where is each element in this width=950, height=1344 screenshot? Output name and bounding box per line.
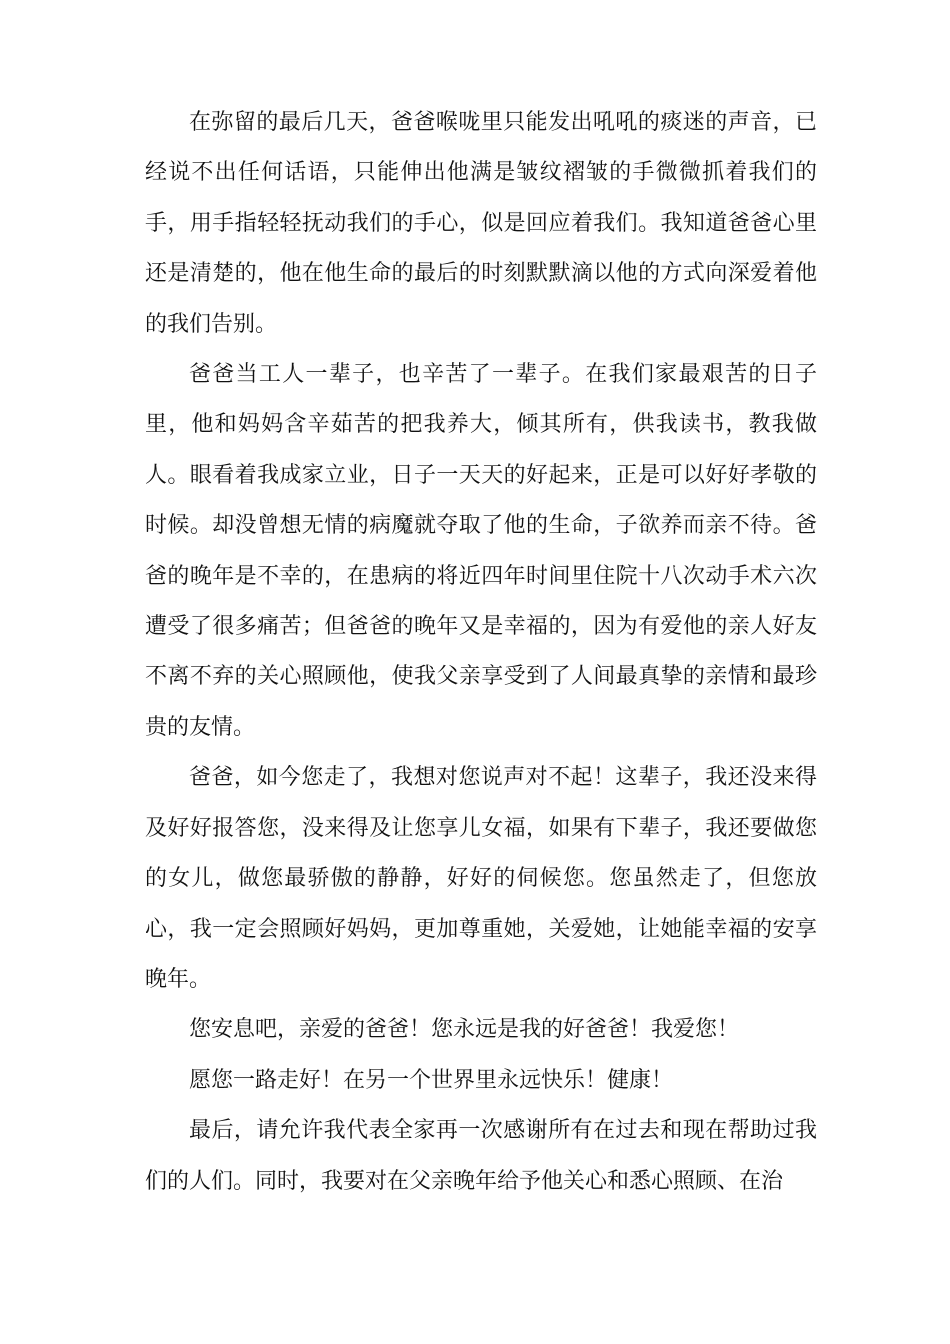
document-page — [145, 98, 817, 1207]
paragraph-rest-in-peace: 您安息吧，亲爱的爸爸！您永远是我的好爸爸！我爱您！ — [189, 1017, 740, 1043]
paragraph-father-life: 爸爸当工人一辈子，也辛苦了一辈子。在我们家最艰苦的日子里，他和妈妈含辛茹苦的把我养大，倾其所有，供我读书，教我做人。眼看着我成家立业，日子一天天的好起来，正是可以好好孝敬的时候。却没曾想无情的病魔就夺取了他的生命，子欲养而亲不待。爸爸的晚年是不幸的，在患病的将近四年时间里住院十八次动手术六次遭受了很多痛苦；但爸爸的晚年又是幸福的，因为有爱他的亲人好友不离不弃的关心照顾他，使我父亲享受到了人间最真挚的亲情和最珍贵的友情。 — [145, 362, 817, 740]
paragraph-farewell-wish: 愿您一路走好！在另一个世界里永远快乐！健康！ — [189, 1067, 674, 1093]
paragraph-final-days: 在弥留的最后几天，爸爸喉咙里只能发出吼吼的痰迷的声音，已经说不出任何话语，只能伸出他满是皱纹褶皱的手微微抓着我们的手，用手指轻轻抚动我们的手心，似是回应着我们。我知道爸爸心里还是清楚的，他在他生命的最后的时刻默默滴以他的方式向深爱着他的我们告别。 — [145, 110, 817, 337]
paragraph-thanks: 最后，请允许我代表全家再一次感谢所有在过去和现在帮助过我们的人们。同时，我要对在父亲晚年给予他关心和悉心照顾、在治 — [145, 1118, 817, 1194]
paragraph-apology: 爸爸，如今您走了，我想对您说声对不起！这辈子，我还没来得及好好报答您，没来得及让您享儿女福，如果有下辈子，我还要做您的女儿，做您最骄傲的静静，好好的伺候您。您虽然走了，但您放心，我一定会照顾好妈妈，更加尊重她，关爱她，让她能幸福的安享晚年。 — [145, 765, 817, 992]
